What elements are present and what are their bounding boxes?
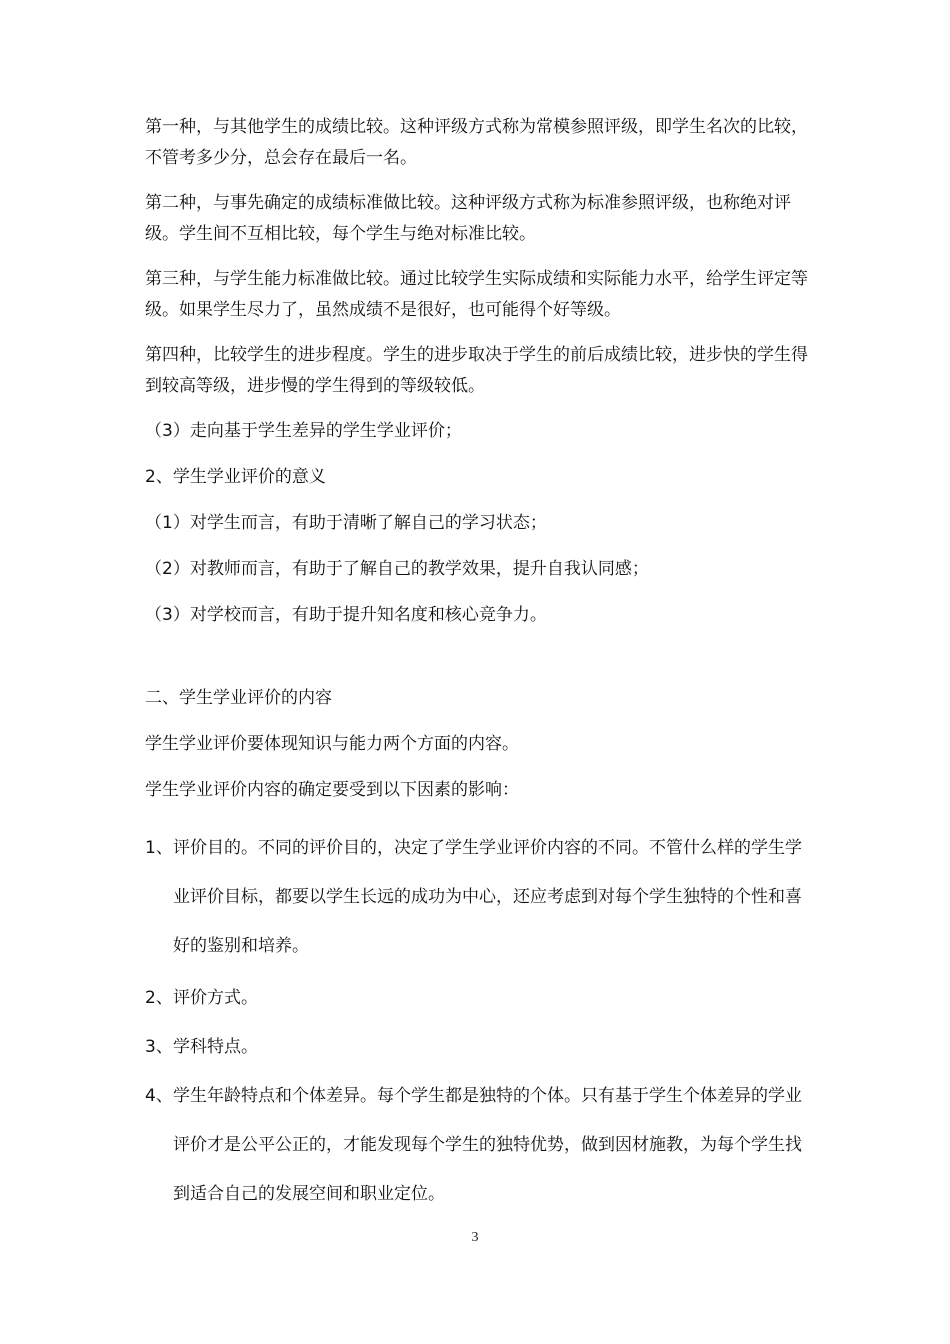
page-number: 3: [471, 1230, 479, 1245]
paragraph-third-type: 第三种，与学生能力标准做比较。通过比较学生实际成绩和实际能力水平，给学生评定等级。如果学生尽力了，虽然成绩不是很好，也可能得个好等级。: [145, 269, 808, 320]
factor-text: 学生年龄特点和个体差异。每个学生都是独特的个体。只有基于学生个体差异的学业评价才是公平公正的，才能发现每个学生的独特优势，做到因材施教，为每个学生找到适合自己的发展空间和职业定位。: [173, 1086, 802, 1204]
factor-item: [145, 824, 810, 971]
factor-item: [145, 1023, 810, 1072]
item-student-difference: （3）走向基于学生差异的学生学业评价；: [145, 421, 462, 441]
factor-number: 4、: [145, 1086, 173, 1106]
factor-text: 学科特点。: [173, 1037, 258, 1057]
paragraph-influencing-factors: 学生学业评价内容的确定要受到以下因素的影响：: [145, 780, 519, 800]
factor-number: 3、: [145, 1037, 173, 1057]
paragraph-knowledge-ability: 学生学业评价要体现知识与能力两个方面的内容。: [145, 734, 519, 754]
section-heading-content: 二、学生学业评价的内容: [145, 688, 332, 708]
factor-item: [145, 1072, 810, 1219]
item-significance-schools: （3）对学校而言，有助于提升知名度和核心竞争力。: [145, 605, 547, 625]
factor-number: 1、: [145, 838, 173, 858]
factor-item: [145, 974, 810, 1023]
paragraph-second-type: 第二种，与事先确定的成绩标准做比较。这种评级方式称为标准参照评级，也称绝对评级。学生间不互相比较，每个学生与绝对标准比较。: [145, 193, 791, 244]
item-significance-students: （1）对学生而言，有助于清晰了解自己的学习状态；: [145, 513, 547, 533]
factor-number: 2、: [145, 988, 173, 1008]
paragraph-first-type: 第一种，与其他学生的成绩比较。这种评级方式称为常模参照评级，即学生名次的比较，不管考多少分，总会存在最后一名。: [145, 117, 808, 168]
factor-text: 评价方式。: [173, 988, 258, 1008]
factor-text: 评价目的。不同的评价目的，决定了学生学业评价内容的不同。不管什么样的学生学业评价目标，都要以学生长远的成功为中心，还应考虑到对每个学生独特的个性和喜好的鉴别和培养。: [173, 838, 802, 956]
paragraph-fourth-type: 第四种，比较学生的进步程度。学生的进步取决于学生的前后成绩比较，进步快的学生得到较高等级，进步慢的学生得到的等级较低。: [145, 345, 808, 396]
item-significance-teachers: （2）对教师而言，有助于了解自己的教学效果，提升自我认同感；: [145, 559, 649, 579]
section-heading-significance: 2、学生学业评价的意义: [145, 467, 326, 487]
